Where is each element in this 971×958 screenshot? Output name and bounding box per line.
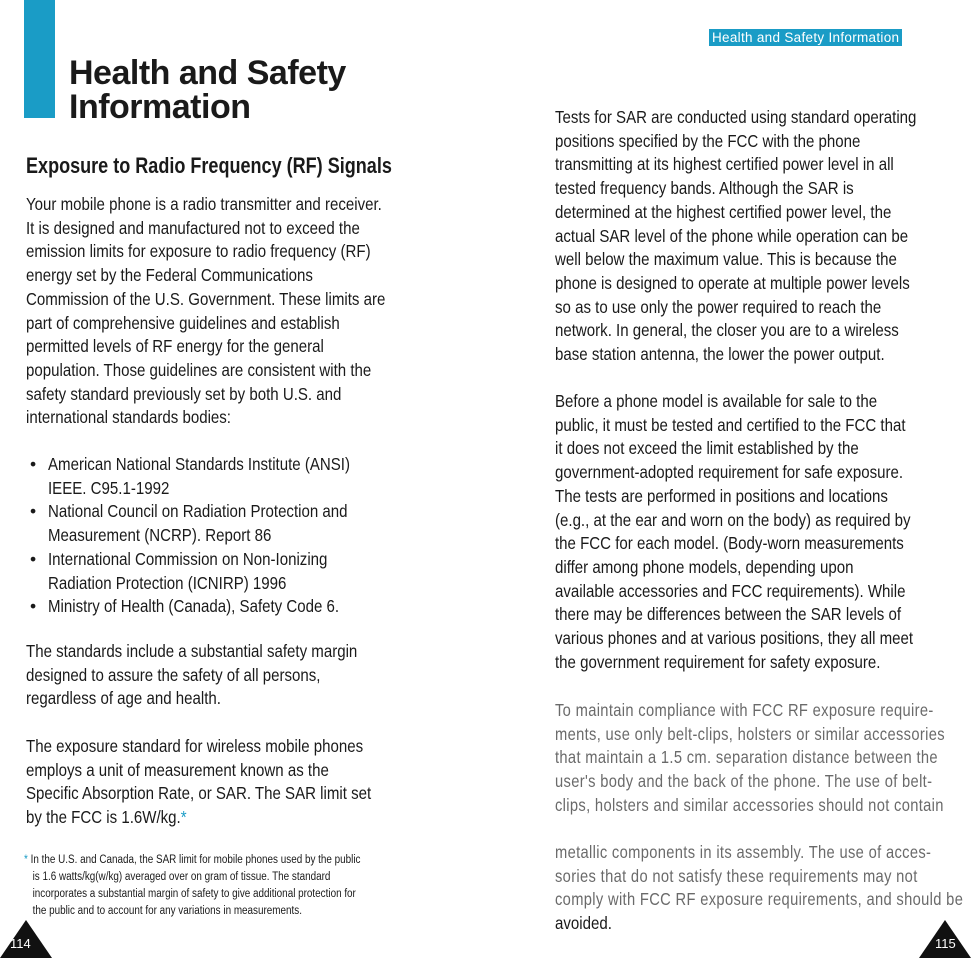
text-line: The standards include a substantial safety margin <box>26 641 358 661</box>
page-number-right <box>919 920 971 958</box>
text-line: Commission of the U.S. Government. These limits are <box>26 288 386 309</box>
text-line: phone is designed to operate at multiple power levels <box>555 272 910 293</box>
text-line: regardless of age and health. <box>26 688 221 709</box>
text-line: network. In general, the closer you are to a wireless <box>555 320 899 341</box>
text-line: Your mobile phone is a radio transmitter and receiver. <box>26 194 382 214</box>
list-item <box>26 500 399 547</box>
text-line: determined at the highest certified power level, the <box>555 201 892 222</box>
text-line <box>26 806 371 830</box>
text-line: It is designed and manufactured not to exceed the <box>26 217 360 238</box>
left-paragraph-1 <box>26 193 444 430</box>
text-line: IEEE. C95.1-1992 <box>48 477 170 498</box>
right-paragraph-3 <box>555 699 971 818</box>
footnote-marker: * <box>24 854 28 866</box>
text-line: To maintain compliance with FCC RF exposure require- <box>555 700 934 720</box>
text-line: emission limits for exposure to radio frequency (RF) <box>26 241 371 262</box>
bullet-icon: • <box>30 548 37 569</box>
text-line: energy set by the Federal Communications <box>26 265 313 286</box>
text-line: designed to assure the safety of all persons, <box>26 664 321 685</box>
page-number-text: 114 <box>10 936 31 951</box>
page-number-left <box>0 920 52 958</box>
text-line: well below the maximum value. This is because the <box>555 249 897 270</box>
text-line: so as to use only the power required to reach the <box>555 296 882 317</box>
text-line: American National Standards Institute (ANSI) <box>48 454 350 474</box>
text-line: ments, use only belt-clips, holsters or similar accessories <box>555 723 945 744</box>
text-line: public, it must be tested and certified to the FCC that <box>555 414 906 435</box>
text-line: user's body and the back of the phone. The use of belt- <box>555 771 933 792</box>
bullet-icon: • <box>30 454 37 474</box>
accent-bar <box>24 0 55 118</box>
footnote-marker: * <box>180 807 187 828</box>
text-line: the FCC for each model. (Body-worn measurements <box>555 533 904 554</box>
title-line: Health and Safety <box>69 54 346 92</box>
text-line: Before a phone model is available for sale to the <box>555 391 878 411</box>
list-item <box>26 548 399 595</box>
text-line: various phones and at various positions, they all meet <box>555 628 914 649</box>
text-line: positions specified by the FCC with the phone <box>555 130 861 151</box>
list-item <box>26 453 399 500</box>
text-line: is 1.6 watts/kg(w/kg) averaged over on gram of tissue. The standard <box>32 871 331 883</box>
bullet-icon: • <box>30 501 37 522</box>
page-title <box>69 56 346 124</box>
text-line: sories that do not satisfy these requirements may not <box>555 865 918 886</box>
text-line: there may be differences between the SAR levels of <box>555 604 902 625</box>
text-line: that maintain a 1.5 cm. separation distance between the <box>555 747 938 768</box>
text-line: comply with FCC RF exposure requirements, and should be <box>555 889 964 910</box>
text-line: tested frequency bands. Although the SAR is <box>555 178 854 199</box>
text-line: available accessories and FCC requirements). While <box>555 580 906 601</box>
text-line: part of comprehensive guidelines and establish <box>26 312 340 333</box>
text-line: Specific Absorption Rate, or SAR. The SAR limit set <box>26 783 372 804</box>
text-line: government-adopted requirement for safe exposure. <box>555 462 904 483</box>
text-line: differ among phone models, depending upon <box>555 556 854 577</box>
text-line: Tests for SAR are conducted using standard operating <box>555 107 917 127</box>
text-line: population. Those guidelines are consistent with the <box>26 359 372 380</box>
bullet-icon: • <box>30 596 37 617</box>
text-line: incorporates a substantial margin of safety to give additional protection for <box>32 888 356 900</box>
text-line: National Council on Radiation Protection and <box>48 501 348 522</box>
text-line: safety standard previously set by both U.S. and <box>26 383 342 404</box>
text-line: base station antenna, the lower the power output. <box>555 344 885 365</box>
list-item <box>26 595 399 619</box>
text-line: by the FCC is 1.6W/kg. <box>26 807 181 828</box>
text-line <box>24 886 360 903</box>
text-line: avoided. <box>555 913 612 933</box>
text-line: Radiation Protection (ICNIRP) 1996 <box>48 572 287 593</box>
text-line: The exposure standard for wireless mobile phones <box>26 736 364 756</box>
text-line: The tests are performed in positions and locations <box>555 485 888 506</box>
text-line: permitted levels of RF energy for the general <box>26 336 324 357</box>
text-line: Measurement (NCRP). Report 86 <box>48 525 272 546</box>
text-line: (e.g., at the ear and worn on the body) as required by <box>555 509 911 530</box>
right-paragraph-1 <box>555 106 971 367</box>
text-line: International Commission on Non-Ionizing <box>48 548 328 569</box>
text-line: metallic components in its assembly. The use of acces- <box>555 842 932 862</box>
right-paragraph-4-end <box>555 912 621 936</box>
right-paragraph-4 <box>555 841 971 912</box>
running-header-badge: Health and Safety Information <box>709 29 902 46</box>
text-line: clips, holsters and similar accessories should not contain <box>555 794 944 815</box>
text-line <box>24 869 360 886</box>
text-line <box>24 903 360 920</box>
text-line: Ministry of Health (Canada), Safety Code 6. <box>48 596 340 617</box>
text-line: transmitting at its highest certified power level in all <box>555 154 894 175</box>
footnote <box>24 852 415 920</box>
text-line: In the U.S. and Canada, the SAR limit for mobile phones used by the public <box>30 854 361 866</box>
left-paragraph-3 <box>26 735 427 830</box>
right-paragraph-2 <box>555 390 971 674</box>
title-line: Information <box>69 88 251 126</box>
text-line: actual SAR level of the phone while operation can be <box>555 225 909 246</box>
standards-bullet-list <box>26 453 399 619</box>
text-line: international standards bodies: <box>26 407 231 428</box>
text-line: employs a unit of measurement known as the <box>26 759 329 780</box>
left-paragraph-2 <box>26 640 411 711</box>
section-heading: Exposure to Radio Frequency (RF) Signals <box>26 153 392 178</box>
page-number-text: 115 <box>935 936 956 951</box>
text-line <box>24 852 360 869</box>
text-line: the public and to account for any variations in measurements. <box>32 905 302 917</box>
text-line: it does not exceed the limit established by the <box>555 438 859 459</box>
text-line: the government requirement for safety exposure. <box>555 651 881 672</box>
